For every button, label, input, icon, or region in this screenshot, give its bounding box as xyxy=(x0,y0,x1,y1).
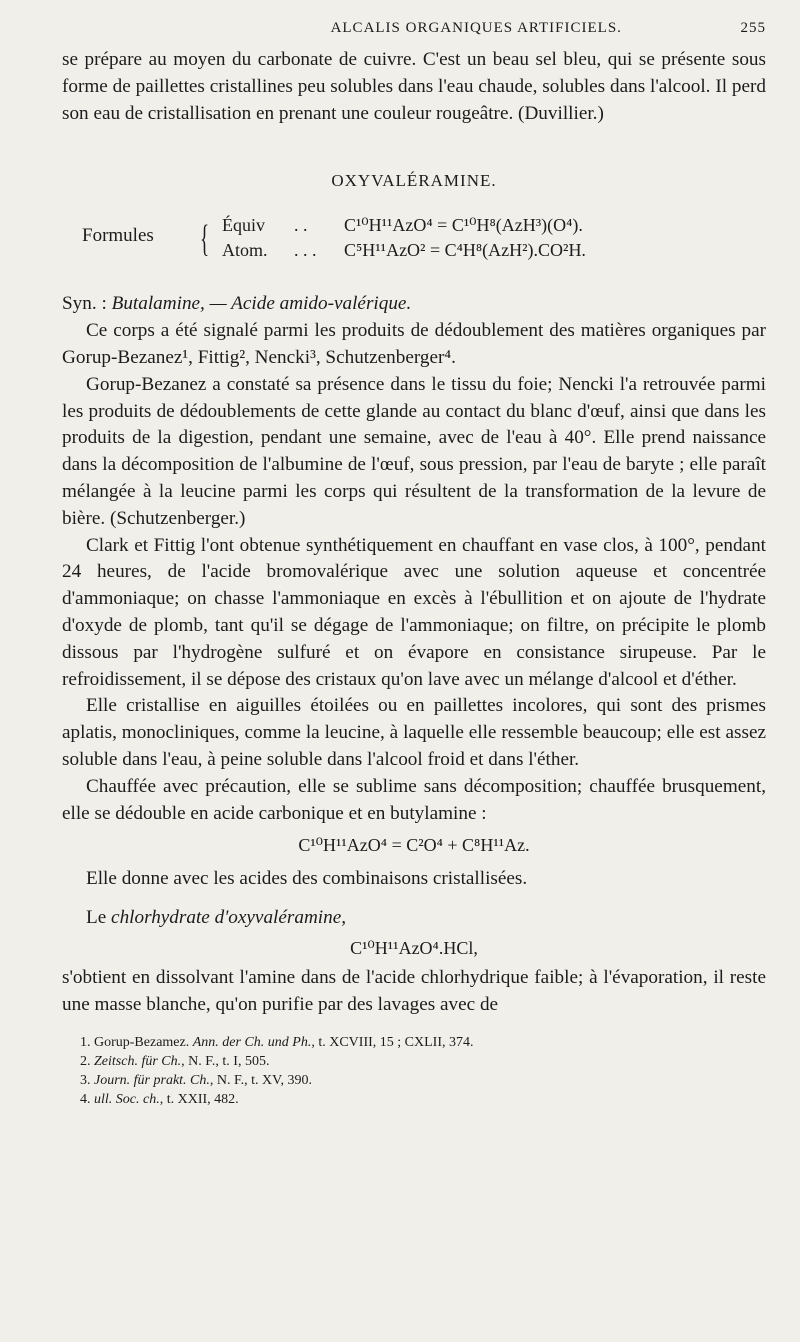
chlorhydrate-line xyxy=(62,905,766,932)
footnote xyxy=(62,1052,766,1071)
synonyms-prefix: Syn. : xyxy=(62,293,107,315)
brace-icon: { xyxy=(200,218,210,261)
footnote-ref: , t. XCVIII, 15 ; CXLII, 374. xyxy=(311,1034,474,1050)
formula-dots: . . . xyxy=(294,240,317,261)
footnote xyxy=(62,1090,766,1109)
formula-text: C⁵H¹¹AzO² = C⁴H⁸(AzH²).CO²H. xyxy=(344,240,586,261)
paragraph-combinaisons: Elle donne avec les acides des combinaisons cristallisées. xyxy=(86,868,528,890)
paragraph-intro: se prépare au moyen du carbonate de cuivre. C'est un beau sel bleu, qui se présente sous forme de paillettes cristallines peu solubles dans l'eau chaude, solubles dans l'alcool. Il perd son eau de cristallisation en prenant une couleur rougeâtre. (Duvillier.) xyxy=(62,49,766,124)
formula-type: Équiv xyxy=(222,215,265,236)
footnote-number: 2. xyxy=(80,1053,91,1069)
paragraph-chauffee: Chauffée avec précaution, elle se sublime sans décomposition; chauffée brusquement, elle se dédouble en acide carbonique et en butylamine : xyxy=(62,775,766,824)
formula-text: C¹⁰H¹¹AzO⁴ = C¹⁰H⁸(AzH³)(O⁴). xyxy=(344,215,583,236)
synonyms-text: Butalamine, — Acide amido-valérique. xyxy=(111,293,412,315)
footnote-journal: Zeitsch. für Ch. xyxy=(94,1053,182,1069)
chlorhydrate-name: chlorhydrate d'oxyvaléramine, xyxy=(111,907,347,929)
paragraph-obtient: s'obtient en dissolvant l'amine dans de l'acide chlorhydrique faible; à l'évaporation, il reste une masse blanche, qu'on purifie par des lavages avec de xyxy=(62,966,766,1015)
footnote-number: 3. xyxy=(80,1072,91,1088)
synonyms-line xyxy=(62,291,766,318)
footnote-ref: , t. XXII, 482. xyxy=(159,1091,239,1107)
section-title: OXYVALÉRAMINE. xyxy=(331,171,497,191)
page-header xyxy=(62,20,766,37)
footnote-ref: , N. F., t. I, 505. xyxy=(181,1053,270,1069)
formula-label: Formules xyxy=(82,225,154,247)
footnote-journal: Journ. für prakt. Ch. xyxy=(94,1072,210,1088)
formula-type: Atom. xyxy=(222,240,268,261)
footnote-journal: Ann. der Ch. und Ph. xyxy=(192,1034,312,1050)
running-title: ALCALIS ORGANIQUES ARTIFICIELS. xyxy=(330,20,622,36)
formula-row-atom xyxy=(222,240,586,261)
footnote-journal: ull. Soc. ch. xyxy=(94,1091,160,1107)
footnote xyxy=(62,1071,766,1090)
chlorhydrate-formula: C¹⁰H¹¹AzO⁴.HCl, xyxy=(350,937,478,958)
footnote-number: 4. xyxy=(80,1091,91,1107)
decomposition-equation: C¹⁰H¹¹AzO⁴ = C²O⁴ + C⁸H¹¹Az. xyxy=(298,835,530,856)
footnote-number: 1. xyxy=(80,1034,91,1050)
footnotes xyxy=(62,1033,766,1109)
footnote xyxy=(62,1033,766,1052)
paragraph-gorup: Gorup-Bezanez a constaté sa présence dans le tissu du foie; Nencki l'a retrouvée parmi les produits de dédoublements de cette glande au contact du blanc d'œuf, ainsi que dans les produits de la digestion, pendant une semaine, avec de l'eau à 40°. Elle prend naissance dans la décomposition de l'albumine de l'œuf, sous pression, par l'eau de baryte ; elle paraît mélangée à la leucine parmi les corps qui résultent de la transformation de la levure de bière. (Schutzenberger.) xyxy=(62,373,766,529)
footnote-author: Gorup-Bezamez. xyxy=(94,1034,190,1050)
formula-dots: . . xyxy=(294,215,308,236)
formula-row-equiv xyxy=(222,215,583,236)
paragraph-signale: Ce corps a été signalé parmi les produits de dédoublement des matières organiques par Gorup-Bezanez¹, Fittig², Nencki³, Schutzenberger⁴. xyxy=(62,320,766,368)
chlorhydrate-prefix: Le xyxy=(86,907,107,929)
formula-block xyxy=(62,215,766,271)
page-number: 255 xyxy=(740,20,766,36)
paragraph-clark: Clark et Fittig l'ont obtenue synthétiquement en chauffant en vase clos, à 100°, pendant 24 heures, de l'acide bromovalérique avec une solution aqueuse et concentrée d'ammoniaque; on chasse l'ammoniaque en excès à l'ébullition et on ajoute de l'hydrate d'oxyde de plomb, tant qu'il se dégage de l'ammoniaque; on filtre, on précipite le plomb dissous par l'hydrogène sulfuré et on évapore en consistance sirupeuse. Par le refroidissement, il se dépose des cristaux qu'on lave avec un mélange d'alcool et d'éther. xyxy=(62,534,766,690)
paragraph-cristallise: Elle cristallise en aiguilles étoilées ou en paillettes incolores, qui sont des prismes aplatis, monocliniques, comme la leucine, à laquelle elle ressemble beaucoup; elle est assez soluble dans l'eau, à peine soluble dans l'alcool froid et dans l'éther. xyxy=(62,695,766,770)
footnote-ref: , N. F., t. XV, 390. xyxy=(209,1072,312,1088)
